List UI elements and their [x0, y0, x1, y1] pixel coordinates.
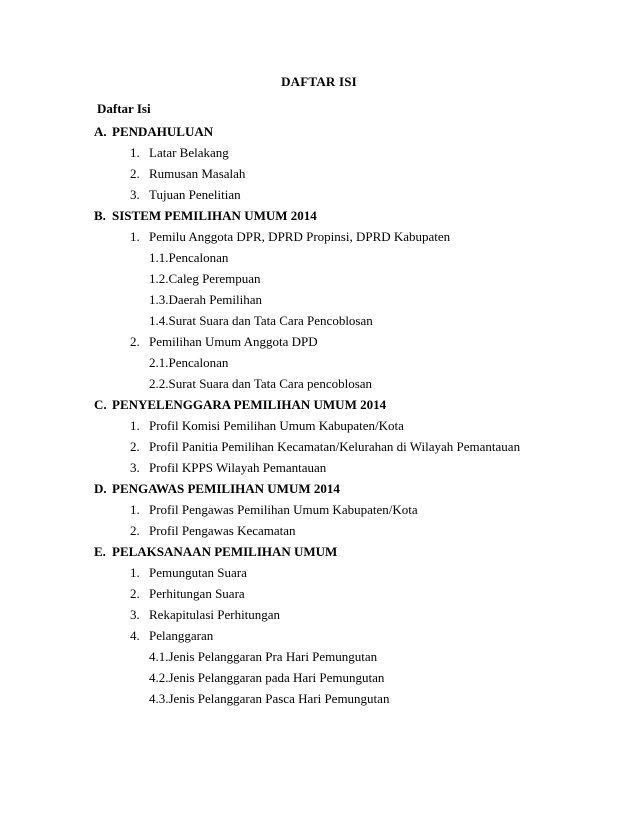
toc-item [0, 184, 638, 205]
subitem-title: 4.1.Jenis Pelanggaran Pra Hari Pemungutan [149, 649, 378, 664]
item-number: 2. [130, 523, 140, 538]
toc-item [0, 520, 638, 541]
toc-item [0, 415, 638, 436]
toc-item [0, 457, 638, 478]
toc-section-e [0, 541, 638, 562]
item-number: 3. [130, 187, 140, 202]
item-title: Tujuan Penelitian [149, 187, 241, 202]
item-title: Rekapitulasi Perhitungan [149, 607, 281, 622]
subitem-title: 1.2.Caleg Perempuan [149, 271, 261, 286]
subitem-title: 4.2.Jenis Pelanggaran pada Hari Pemungutan [149, 670, 385, 685]
section-letter: E. [94, 544, 106, 559]
section-letter: A. [94, 124, 107, 139]
item-number: 1. [130, 229, 140, 244]
item-number: 4. [130, 628, 140, 643]
toc-subitem [0, 289, 638, 310]
toc-section-c [0, 394, 638, 415]
toc-item [0, 331, 638, 352]
subitem-title: 2.2.Surat Suara dan Tata Cara pencoblosan [149, 376, 373, 391]
toc-item [0, 562, 638, 583]
item-title: Latar Belakang [149, 145, 229, 160]
page-subtitle: Daftar Isi [97, 101, 151, 116]
toc-section-a [0, 121, 638, 142]
item-title: Profil Panitia Pemilihan Kecamatan/Kelurahan di Wilayah Pemantauan [149, 439, 521, 454]
subitem-title: 1.1.Pencalonan [149, 250, 229, 265]
toc-item [0, 163, 638, 184]
item-number: 2. [130, 586, 140, 601]
section-title: PENGAWAS PEMILIHAN UMUM 2014 [112, 481, 340, 496]
item-number: 2. [130, 439, 140, 454]
item-number: 1. [130, 565, 140, 580]
subitem-title: 2.1.Pencalonan [149, 355, 229, 370]
item-number: 2. [130, 334, 140, 349]
toc-item [0, 142, 638, 163]
subitem-title: 1.4.Surat Suara dan Tata Cara Pencoblosan [149, 313, 373, 328]
toc-subitem [0, 268, 638, 289]
section-title: SISTEM PEMILIHAN UMUM 2014 [112, 208, 317, 223]
toc-item [0, 436, 638, 457]
item-title: Pemilu Anggota DPR, DPRD Propinsi, DPRD Kabupaten [149, 229, 451, 244]
item-number: 2. [130, 166, 140, 181]
table-of-contents [0, 121, 638, 709]
item-title: Perhitungan Suara [149, 586, 245, 601]
item-number: 1. [130, 418, 140, 433]
toc-item [0, 499, 638, 520]
section-letter: D. [94, 481, 107, 496]
item-title: Profil Pengawas Pemilihan Umum Kabupaten/Kota [149, 502, 418, 517]
toc-item [0, 604, 638, 625]
toc-item [0, 226, 638, 247]
item-number: 3. [130, 460, 140, 475]
item-title: Profil Pengawas Kecamatan [149, 523, 296, 538]
item-title: Rumusan Masalah [149, 166, 246, 181]
toc-subitem [0, 247, 638, 268]
toc-subitem [0, 688, 638, 709]
page-title: DAFTAR ISI [281, 74, 357, 89]
item-title: Profil KPPS Wilayah Pemantauan [149, 460, 327, 475]
section-title: PELAKSANAAN PEMILIHAN UMUM [112, 544, 338, 559]
item-title: Pemilihan Umum Anggota DPD [149, 334, 318, 349]
item-title: Pemungutan Suara [149, 565, 247, 580]
subitem-title: 1.3.Daerah Pemilihan [149, 292, 262, 307]
item-title: Profil Komisi Pemilihan Umum Kabupaten/Kota [149, 418, 404, 433]
item-number: 1. [130, 145, 140, 160]
toc-subitem [0, 310, 638, 331]
section-letter: B. [94, 208, 106, 223]
item-number: 1. [130, 502, 140, 517]
toc-subitem [0, 373, 638, 394]
toc-item [0, 625, 638, 646]
toc-item [0, 583, 638, 604]
toc-section-b [0, 205, 638, 226]
section-letter: C. [94, 397, 107, 412]
toc-subitem [0, 352, 638, 373]
subitem-title: 4.3.Jenis Pelanggaran Pasca Hari Pemungutan [149, 691, 390, 706]
section-title: PENYELENGGARA PEMILIHAN UMUM 2014 [112, 397, 387, 412]
toc-subitem [0, 646, 638, 667]
section-title: PENDAHULUAN [112, 124, 214, 139]
toc-section-d [0, 478, 638, 499]
item-number: 3. [130, 607, 140, 622]
toc-subitem [0, 667, 638, 688]
item-title: Pelanggaran [149, 628, 214, 643]
